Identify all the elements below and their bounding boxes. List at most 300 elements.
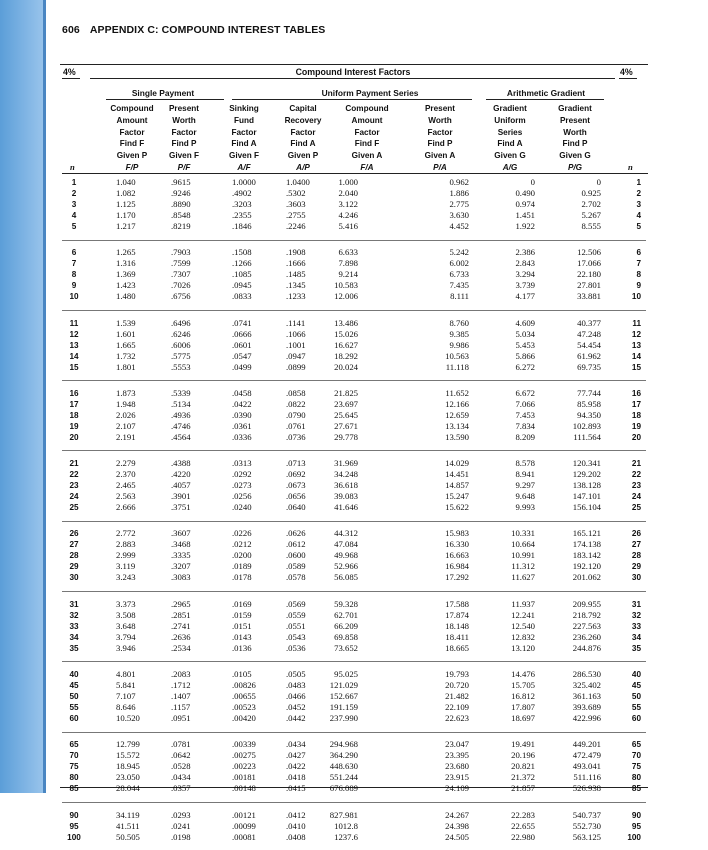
- period-n-right: 28: [631, 551, 641, 561]
- table-cell: .0410: [286, 820, 306, 831]
- period-n-left: 65: [69, 740, 79, 750]
- table-cell: 0.962: [449, 177, 469, 187]
- table-cell: 129.202: [572, 469, 601, 480]
- table-cell: 9.385: [449, 328, 469, 339]
- table-cell: .2355: [232, 210, 252, 220]
- table-cell: 138.128: [572, 480, 601, 491]
- table-cell: 10.520: [116, 713, 140, 724]
- table-cell: .0483: [286, 680, 306, 691]
- column-header-line: Recovery: [284, 115, 322, 125]
- table-cell: 0.490: [515, 188, 535, 198]
- column-header-3: [220, 103, 268, 174]
- table-row: [0, 502, 708, 513]
- table-row: [0, 572, 708, 583]
- table-cell: 18.665: [445, 642, 469, 653]
- table-cell: 41.646: [334, 502, 358, 513]
- period-n-left: 1: [71, 178, 77, 187]
- table-body: [0, 177, 708, 850]
- table-cell: 1.948: [116, 398, 136, 409]
- table-cell: .7026: [171, 280, 191, 291]
- column-symbol: A/F: [237, 162, 251, 172]
- table-cell: 54.454: [577, 339, 601, 350]
- group-uniform-series: Uniform Payment Series: [321, 88, 419, 98]
- table-cell: 540.737: [572, 809, 601, 820]
- table-cell: 6.633: [338, 247, 358, 258]
- table-cell: 1.265: [116, 247, 136, 258]
- table-cell: 563.125: [572, 831, 601, 842]
- table-cell: 2.107: [116, 420, 136, 431]
- table-cell: 66.209: [334, 620, 358, 631]
- column-header-line: Given A: [351, 151, 383, 161]
- table-cell: 1.000: [338, 177, 358, 187]
- table-cell: .4746: [171, 420, 191, 431]
- table-row: [0, 772, 708, 783]
- table-cell: 94.350: [577, 409, 601, 420]
- table-cell: .0466: [286, 691, 306, 702]
- table-cell: 14.451: [445, 469, 469, 480]
- row-group: [0, 810, 708, 843]
- table-cell: .1001: [286, 339, 306, 350]
- table-cell: 9.214: [338, 269, 358, 280]
- table-cell: 676.089: [329, 783, 358, 794]
- table-cell: .0105: [232, 669, 252, 680]
- table-row: [0, 821, 708, 832]
- table-cell: .0947: [286, 350, 306, 361]
- column-header-line: Find F: [119, 139, 145, 149]
- table-row: [0, 691, 708, 702]
- table-cell: 24.398: [445, 820, 469, 831]
- table-cell: 1.217: [116, 221, 136, 231]
- table-cell: .0422: [232, 398, 252, 409]
- table-cell: 7.898: [338, 258, 358, 269]
- period-n-right: 33: [631, 621, 641, 631]
- table-cell: 2.040: [338, 188, 358, 198]
- group-single-rule: [106, 99, 224, 100]
- table-cell: 14.476: [511, 669, 535, 680]
- table-cell: 47.248: [577, 328, 601, 339]
- table-cell: .3207: [171, 561, 191, 572]
- table-cell: 33.881: [577, 291, 601, 302]
- table-cell: .0505: [286, 669, 306, 680]
- table-row: [0, 280, 708, 291]
- rate-label-left: 4%: [63, 67, 76, 77]
- column-symbol: F/A: [360, 162, 374, 172]
- period-n-right: 30: [631, 573, 641, 583]
- period-n-right: 22: [631, 470, 641, 480]
- table-row: [0, 210, 708, 221]
- table-cell: 31.969: [334, 458, 358, 469]
- table-cell: 85.958: [577, 398, 601, 409]
- row-group: [0, 177, 708, 232]
- column-header-line: Factor: [171, 127, 197, 137]
- table-cell: .0543: [286, 631, 306, 642]
- table-cell: 23.697: [334, 398, 358, 409]
- table-cell: 16.627: [334, 339, 358, 350]
- table-cell: 22.623: [445, 713, 469, 724]
- table-cell: .0200: [232, 550, 252, 561]
- period-n-left: 22: [69, 470, 79, 480]
- column-header-1: [104, 103, 160, 174]
- table-cell: 1.125: [116, 199, 136, 209]
- period-n-right: 1: [636, 178, 641, 187]
- table-cell: 10.664: [511, 539, 535, 550]
- group-arithmetic-gradient: Arithmetic Gradient: [506, 88, 586, 98]
- table-cell: 4.452: [449, 221, 469, 231]
- table-cell: 7.834: [515, 420, 535, 431]
- period-n-left: 10: [69, 292, 79, 302]
- period-n-right: 50: [631, 692, 641, 702]
- table-cell: .1157: [171, 702, 191, 713]
- table-cell: .00099: [232, 820, 256, 831]
- table-cell: .0292: [232, 469, 252, 480]
- period-n-left: 30: [69, 573, 79, 583]
- table-cell: 3.122: [338, 199, 358, 209]
- table-cell: 2.386: [515, 247, 535, 258]
- period-n-left: 70: [69, 751, 79, 761]
- table-cell: 7.453: [515, 409, 535, 420]
- table-cell: .0169: [232, 598, 252, 609]
- table-cell: 325.402: [572, 680, 601, 691]
- table-cell: 52.966: [334, 561, 358, 572]
- table-cell: 1.040: [116, 177, 136, 187]
- period-n-left: 17: [69, 399, 79, 409]
- table-cell: 24.267: [445, 809, 469, 820]
- table-row: [0, 269, 708, 280]
- table-cell: 40.377: [577, 317, 601, 328]
- header-rule: [62, 173, 648, 174]
- column-header-4: [276, 103, 330, 174]
- column-header-line: Factor: [290, 127, 316, 137]
- period-n-right: 19: [631, 421, 641, 431]
- table-row: [0, 177, 708, 188]
- table-cell: 1.369: [116, 269, 136, 280]
- column-header-line: Gradient: [558, 104, 592, 113]
- table-cell: 1.886: [449, 188, 469, 198]
- table-cell: .0159: [232, 609, 252, 620]
- table-cell: 4.177: [515, 291, 535, 302]
- table-cell: 14.857: [445, 480, 469, 491]
- table-cell: .0822: [286, 398, 306, 409]
- table-cell: .3335: [171, 550, 191, 561]
- column-header-line: Amount: [116, 115, 148, 125]
- table-cell: 12.166: [445, 398, 469, 409]
- table-row: [0, 247, 708, 258]
- table-cell: .0559: [286, 609, 306, 620]
- table-cell: .0198: [171, 831, 191, 842]
- table-cell: 1.082: [116, 188, 136, 198]
- table-cell: 6.272: [515, 361, 535, 372]
- table-cell: 1.665: [116, 339, 136, 350]
- table-cell: .4220: [171, 469, 191, 480]
- table-cell: .0415: [286, 783, 306, 794]
- row-group: [0, 599, 708, 654]
- table-cell: .1846: [232, 221, 252, 231]
- table-cell: 12.659: [445, 409, 469, 420]
- table-row: [0, 221, 708, 232]
- table-cell: 44.312: [334, 528, 358, 539]
- column-header-line: Find P: [562, 139, 588, 149]
- period-n-right: 21: [631, 459, 641, 469]
- table-cell: 15.572: [116, 750, 140, 761]
- period-n-left: 3: [71, 200, 77, 209]
- table-cell: .0528: [171, 761, 191, 772]
- table-cell: 10.563: [445, 350, 469, 361]
- table-cell: 156.104: [572, 502, 601, 513]
- table-cell: .0357: [171, 783, 191, 794]
- rate-underline-right: [619, 78, 637, 79]
- table-cell: 27.671: [334, 420, 358, 431]
- row-group: [0, 669, 708, 724]
- table-cell: 23.395: [445, 750, 469, 761]
- table-cell: 12.241: [511, 609, 535, 620]
- rate-underline-left: [62, 78, 80, 79]
- table-cell: 16.984: [445, 561, 469, 572]
- table-cell: .1085: [232, 269, 252, 280]
- period-n-left: 50: [69, 692, 79, 702]
- n-label-left: n: [70, 162, 75, 172]
- table-cell: 22.655: [511, 820, 535, 831]
- table-cell: .0951: [171, 713, 191, 724]
- table-cell: 3.294: [515, 269, 535, 280]
- period-n-left: 20: [69, 432, 79, 442]
- period-n-right: 29: [631, 562, 641, 572]
- column-header-line: Factor: [231, 127, 257, 137]
- column-header-line: Given P: [116, 151, 148, 161]
- table-cell: 3.946: [116, 642, 136, 653]
- table-cell: .0833: [232, 291, 252, 302]
- column-header-line: Find A: [231, 139, 257, 149]
- column-header-line: Given A: [424, 151, 456, 161]
- period-n-left: 100: [67, 832, 81, 842]
- table-cell: 191.159: [329, 702, 358, 713]
- table-cell: 0: [596, 177, 601, 187]
- table-cell: .2741: [171, 620, 191, 631]
- table-cell: 294.968: [329, 739, 358, 750]
- table-cell: 1.922: [515, 221, 535, 231]
- table-cell: 1.801: [116, 361, 136, 372]
- column-header-line: Present: [168, 104, 200, 113]
- table-cell: .0736: [286, 431, 306, 442]
- table-cell: 5.416: [338, 221, 358, 231]
- period-n-left: 80: [69, 773, 79, 783]
- table-cell: 7.066: [515, 398, 535, 409]
- table-cell: 12.540: [511, 620, 535, 631]
- table-cell: 1.480: [116, 291, 136, 302]
- table-cell: 13.486: [334, 317, 358, 328]
- table-cell: .3607: [171, 528, 191, 539]
- column-header-line: Find A: [290, 139, 316, 149]
- table-row: [0, 329, 708, 340]
- table-cell: .0858: [286, 387, 306, 398]
- table-cell: 286.530: [572, 669, 601, 680]
- table-cell: 11.937: [511, 598, 535, 609]
- table-row: [0, 362, 708, 373]
- table-cell: 73.652: [334, 642, 358, 653]
- period-n-left: 26: [69, 529, 79, 539]
- table-cell: 237.990: [329, 713, 358, 724]
- table-cell: .0790: [286, 409, 306, 420]
- period-n-left: 75: [69, 762, 79, 772]
- table-cell: 1.732: [116, 350, 136, 361]
- table-cell: 21.372: [511, 772, 535, 783]
- period-n-right: 35: [631, 643, 641, 653]
- table-cell: 14.029: [445, 458, 469, 469]
- table-cell: .0547: [232, 350, 252, 361]
- table-cell: .0408: [286, 831, 306, 842]
- table-row: [0, 832, 708, 843]
- table-cell: .6756: [171, 291, 191, 302]
- column-header-line: Gradient: [493, 104, 527, 113]
- period-n-left: 24: [69, 492, 79, 502]
- period-n-right: 10: [631, 292, 641, 302]
- period-n-left: 31: [69, 599, 79, 609]
- period-n-right: 11: [632, 318, 641, 328]
- table-cell: .0189: [232, 561, 252, 572]
- period-n-left: 12: [69, 329, 79, 339]
- period-n-left: 4: [71, 211, 77, 220]
- period-n-left: 6: [71, 248, 77, 258]
- table-cell: 449.201: [572, 739, 601, 750]
- table-cell: 1.0400: [286, 177, 310, 187]
- table-cell: .1485: [286, 269, 306, 280]
- column-header-line: Factor: [354, 127, 380, 137]
- table-cell: .3603: [286, 199, 306, 209]
- table-cell: 16.812: [511, 691, 535, 702]
- table-cell: .2534: [171, 642, 191, 653]
- table-cell: 17.588: [445, 598, 469, 609]
- table-cell: 25.645: [334, 409, 358, 420]
- period-n-right: 16: [631, 388, 641, 398]
- table-cell: 361.163: [572, 691, 601, 702]
- table-cell: .5553: [171, 361, 191, 372]
- table-cell: .0656: [286, 491, 306, 502]
- table-cell: .3468: [171, 539, 191, 550]
- table-cell: .0293: [171, 809, 191, 820]
- period-n-right: 32: [631, 610, 641, 620]
- table-cell: 12.006: [334, 291, 358, 302]
- period-n-right: 17: [631, 399, 641, 409]
- table-row: [0, 739, 708, 750]
- table-cell: 526.938: [572, 783, 601, 794]
- period-n-right: 2: [636, 189, 641, 198]
- period-n-right: 55: [631, 703, 641, 713]
- table-cell: 3.508: [116, 609, 136, 620]
- table-cell: .0136: [232, 642, 252, 653]
- table-cell: 10.991: [511, 550, 535, 561]
- table-row: [0, 550, 708, 561]
- table-cell: 4.801: [116, 669, 136, 680]
- column-header-2: [160, 103, 208, 174]
- table-cell: .0741: [232, 317, 252, 328]
- group-uniform-rule: [232, 99, 472, 100]
- table-cell: 95.025: [334, 669, 358, 680]
- table-cell: 15.622: [445, 502, 469, 513]
- period-n-left: 25: [69, 503, 79, 513]
- table-cell: 21.857: [511, 783, 535, 794]
- period-n-right: 34: [631, 632, 641, 642]
- table-cell: 2.999: [116, 550, 136, 561]
- table-cell: .3203: [232, 199, 252, 209]
- table-cell: 17.066: [577, 258, 601, 269]
- table-row: [0, 340, 708, 351]
- table-cell: 2.666: [116, 502, 136, 513]
- table-cell: 23.915: [445, 772, 469, 783]
- table-row: [0, 599, 708, 610]
- table-cell: 18.411: [445, 631, 469, 642]
- table-cell: .0600: [286, 550, 306, 561]
- table-cell: .0240: [232, 502, 252, 513]
- group-gradient-rule: [486, 99, 604, 100]
- table-cell: 22.109: [445, 702, 469, 713]
- period-n-right: 80: [631, 773, 641, 783]
- period-n-right: 60: [631, 714, 641, 724]
- table-row: [0, 291, 708, 302]
- table-cell: 15.983: [445, 528, 469, 539]
- table-cell: 2.191: [116, 431, 136, 442]
- period-n-left: 40: [69, 670, 79, 680]
- column-header-line: Find F: [354, 139, 380, 149]
- table-cell: 20.821: [511, 761, 535, 772]
- table-cell: .00339: [232, 739, 256, 750]
- table-cell: 0: [530, 177, 535, 187]
- table-cell: .0713: [286, 458, 306, 469]
- table-cell: 50.505: [116, 831, 140, 842]
- table-cell: 3.648: [116, 620, 136, 631]
- table-cell: 18.148: [445, 620, 469, 631]
- table-row: [0, 621, 708, 632]
- table-cell: 23.680: [445, 761, 469, 772]
- table-cell: .00223: [232, 761, 256, 772]
- table-title: Compound Interest Factors: [295, 67, 411, 77]
- column-header-7: [484, 103, 536, 174]
- row-group-divider: [62, 521, 646, 522]
- table-cell: .0612: [286, 539, 306, 550]
- table-cell: .4564: [171, 431, 191, 442]
- column-header-line: Present: [424, 104, 456, 113]
- column-symbol: P/F: [177, 162, 191, 172]
- table-cell: .0390: [232, 409, 252, 420]
- table-cell: 120.341: [572, 458, 601, 469]
- column-header-line: Compound: [345, 104, 389, 113]
- table-cell: 6.002: [449, 258, 469, 269]
- table-cell: .3751: [171, 502, 191, 513]
- period-n-right: 40: [631, 670, 641, 680]
- table-cell: 8.760: [449, 317, 469, 328]
- n-label-right: n: [628, 162, 633, 172]
- table-cell: 69.858: [334, 631, 358, 642]
- table-cell: 49.968: [334, 550, 358, 561]
- table-row: [0, 680, 708, 691]
- row-group-divider: [62, 661, 646, 662]
- table-cell: .0781: [171, 739, 191, 750]
- table-cell: 236.260: [572, 631, 601, 642]
- period-n-right: 45: [631, 681, 641, 691]
- period-n-left: 11: [69, 318, 79, 328]
- table-cell: .00523: [232, 702, 256, 713]
- period-n-left: 95: [69, 821, 79, 831]
- period-n-left: 9: [71, 281, 77, 291]
- period-n-right: 90: [631, 810, 641, 820]
- column-header-line: Worth: [563, 127, 587, 137]
- period-n-right: 70: [631, 751, 641, 761]
- column-header-line: Given F: [168, 151, 200, 161]
- table-cell: .0178: [232, 572, 252, 583]
- table-cell: 36.618: [334, 480, 358, 491]
- table-cell: 28.044: [116, 783, 140, 794]
- column-header-line: Series: [497, 127, 523, 137]
- period-n-right: 6: [636, 248, 641, 258]
- table-cell: 1012.8: [334, 820, 358, 831]
